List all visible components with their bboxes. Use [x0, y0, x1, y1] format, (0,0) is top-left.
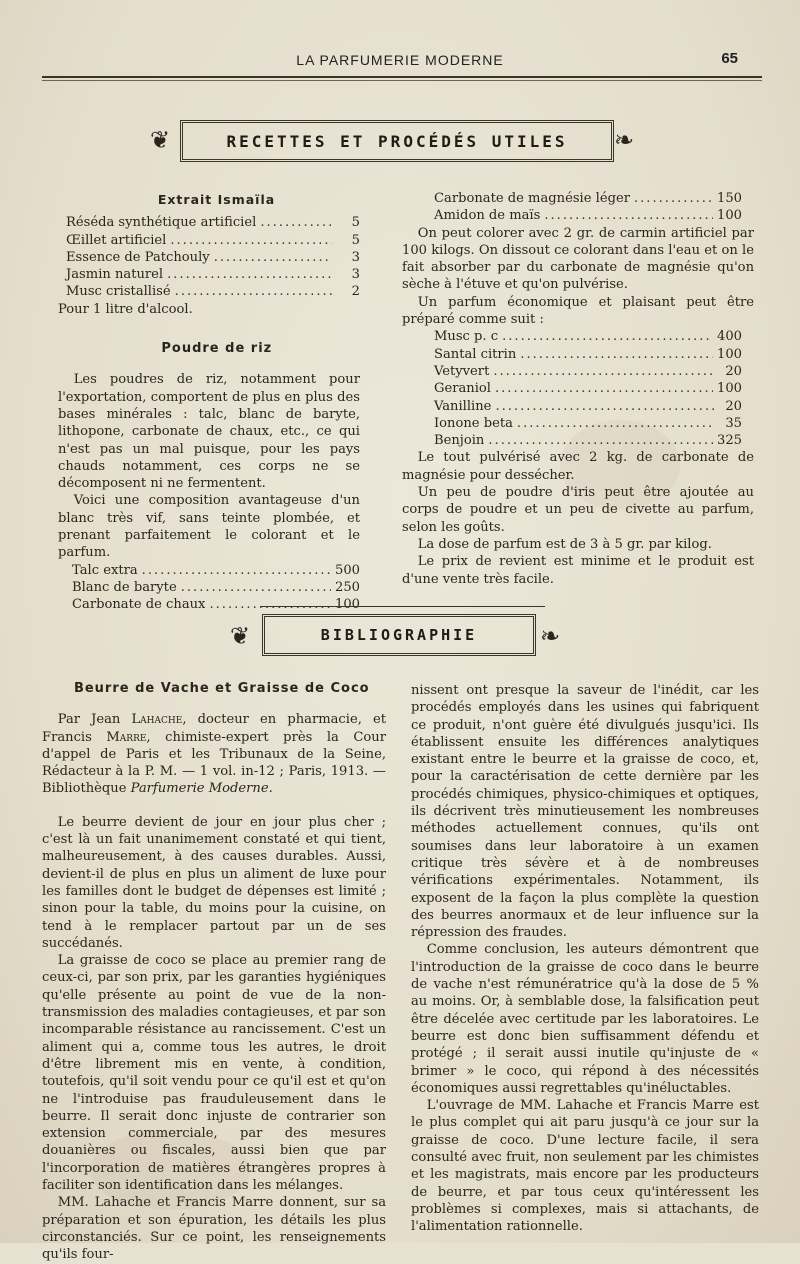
recipe-line: Réséda synthétique artificiel ..... 5 — [66, 214, 360, 231]
header-rule-thin — [42, 80, 762, 81]
paragraph: Le tout pulvérisé avec 2 kg. de carbonate de magnésie pour dessécher. — [402, 450, 754, 483]
recipe-line: Ionone beta ..... 35 — [434, 415, 742, 432]
book-reference: Par Jean Lahache, docteur en pharmacie, et Francis Marre, chimiste-expert près la Cour d'appel de Paris et les Tribunaux de la Seine, Rédacteur à la P. M. — 1 vol. in-12 ; Paris, 1913. — Bibliothèque Parfumerie Moderne. — [42, 712, 386, 797]
author-name: Lahache — [131, 712, 183, 728]
recipe-line: Vanilline ..... 20 — [434, 398, 742, 415]
recipe-line: Geraniol ..... 100 — [434, 380, 742, 397]
fleuron-left-icon: ❦ — [150, 126, 171, 154]
recipe-line: Benjoin ..... 325 — [434, 432, 742, 449]
recipe-line: Carbonate de magnésie léger ..... 150 — [434, 190, 742, 207]
paragraph: Un parfum économique et plaisant peut être préparé comme suit : — [402, 294, 754, 328]
page-number: 65 — [721, 50, 738, 67]
recipe-line: Amidon de maïs ..... 100 — [434, 207, 742, 224]
author-name: Marre — [106, 729, 147, 745]
recipe-line: Blanc de baryte ..... 250 — [72, 579, 360, 596]
poudre-title: Poudre de riz — [161, 341, 273, 357]
paragraph: Comme conclusion, les auteurs démontrent que l'introduction de la graisse de coco dans le beurre de vache n'est rémunératrice qu'à la dose de 5 % au moins. Or, à semblable dose, la falsification peut être décelée avec certitude par les laboratoires. Le beurre est donc bien suffisamment défendu et protégé ; il serait aussi inutile qu'injuste de « brimer » le coco, qui répond à des nécessités économiques aussi regrettables qu'inéluctables. — [411, 942, 759, 1096]
extract-title: Extrait Ismaïla — [157, 192, 276, 207]
paragraph: MM. Lahache et Francis Marre donnent, sur sa préparation et son épuration, les détails les plus circonstanciés. Sur ce point, les renseignements qu'ils four- — [42, 1195, 386, 1263]
paragraph: Les poudres de riz, notamment pour l'exportation, comportent de plus en plus des bases minérales : talc, blanc de baryte, lithopone, carbonate de chaux, etc., ce qui n'est pas un mal puisque, pour les pays chauds notamment, ces corps ne se décomposent ni ne fermentent. — [58, 372, 360, 492]
recipes-left-column — [58, 191, 360, 614]
bibliography-right-column — [411, 682, 759, 1236]
recipes-right-column — [402, 190, 754, 588]
paragraph: L'ouvrage de MM. Lahache et Francis Marre est le plus complet qui ait paru jusqu'à ce jour sur la graisse de coco. D'une lecture facile, il sera consulté avec fruit, non seulement par les chimistes et les magistrats, mais encore par les producteurs de beurre, et par tous ceux qu'intéressent les problèmes si complexes, mais si attachants, de l'alimentation rationnelle. — [411, 1098, 759, 1235]
fleuron-right-icon: ❧ — [614, 126, 635, 154]
section-banner-bibliographie: BIBLIOGRAPHIE — [262, 614, 536, 656]
recipe-line: Santal citrin ..... 100 — [434, 346, 742, 363]
section-banner-recettes: RECETTES ET PROCÉDÉS UTILES — [180, 120, 614, 162]
recipe-line: Talc extra ..... 500 — [72, 562, 360, 579]
paragraph: La graisse de coco se place au premier rang de ceux-ci, par son prix, par les garanties hygiéniques qu'elle présente au point de vue de la non-transmission des maladies contagieuses, et par son incomparable résistance au rancissement. C'est un aliment qui a, comme tous les autres, le droit d'être librement mis en vente, à condition, toutefois, qu'il soit vendu pour ce qu'il est et qu'on ne l'introduise pas frauduleusement dans le beurre. Il serait donc injuste de contrarier son extension commerciale, par des mesures douanières ou fiscales, aussi bien que par l'incorporation de matières étrangères propres à faciliter son identification dans les mélanges. — [42, 953, 386, 1194]
paragraph: Le beurre devient de jour en jour plus cher ; c'est là un fait unanimement constaté et qui tient, malheureusement, à des causes durables. Aussi, devient-il de plus en plus un aliment de luxe pour les familles dont le budget de dépenses est limité ; sinon pour la table, du moins pour la cuisine, on tend à le remplacer partout par un de ses succédanés. — [42, 814, 386, 951]
running-title: LA PARFUMERIE MODERNE — [296, 52, 504, 68]
review-title: Beurre de Vache et Graisse de Coco — [73, 681, 370, 696]
bibliography-left-column — [42, 680, 386, 1264]
publisher-name: Parfumerie Moderne. — [130, 781, 273, 797]
fleuron-left-icon: ❦ — [230, 622, 251, 650]
paragraph: Voici une composition avantageuse d'un blanc très vif, sans teinte plombée, et prenant parfaitement le colorant et le parfum. — [58, 493, 360, 561]
recipe-line: Jasmin naturel ..... 3 — [66, 266, 360, 283]
paragraph: nissent ont presque la saveur de l'inédit, car les procédés employés dans les usines qui fabriquent ce produit, n'ont guère été divulgués jusqu'ici. Ils établissent ensuite les différences analytiques existant entre le beurre et la graisse de coco, et, pour la caractérisation de cette dernière par les procédés chimiques, physico-chimiques et optiques, ils décrivent très minutieusement les nombreuses méthodes actuellement connues, qu'ils ont soumises dans leur laboratoire à un examen critique très sévère et à de nombreuses vérifications expérimentales. Notamment, ils exposent de la façon la plus complète la question des beurres anormaux et de leur influence sur la répression des fraudes. — [411, 683, 759, 941]
recipe-line: Œillet artificiel ..... 5 — [66, 232, 360, 249]
paragraph: Un peu de poudre d'iris peut être ajoutée au corps de poudre et un peu de civette au parfum, selon les goûts. — [402, 485, 754, 535]
header-rule — [42, 76, 762, 78]
paragraph: La dose de parfum est de 3 à 5 gr. par kilog. — [417, 536, 712, 552]
recipe-line: Essence de Patchouly ..... 3 — [66, 249, 360, 266]
paragraph: Le prix de revient est minime et le produit est d'une vente très facile. — [402, 554, 754, 587]
extract-footer: Pour 1 litre d'alcool. — [58, 301, 193, 317]
banner-rule — [260, 606, 545, 607]
recipe-line: Musc cristallisé ..... 2 — [66, 283, 360, 300]
paragraph: On peut colorer avec 2 gr. de carmin artificiel par 100 kilogs. On dissout ce colorant dans l'eau et on le fait absorber par du carbonate de magnésie qu'on sèche à l'étuve et qu'on pulvérise. — [402, 225, 754, 293]
recipe-line: Musc p. c ..... 400 — [434, 328, 742, 345]
recipe-line: Vetyvert ..... 20 — [434, 363, 742, 380]
recipe-line: Carbonate de chaux ..... 100 — [72, 596, 360, 613]
fleuron-right-icon: ❧ — [540, 622, 561, 650]
